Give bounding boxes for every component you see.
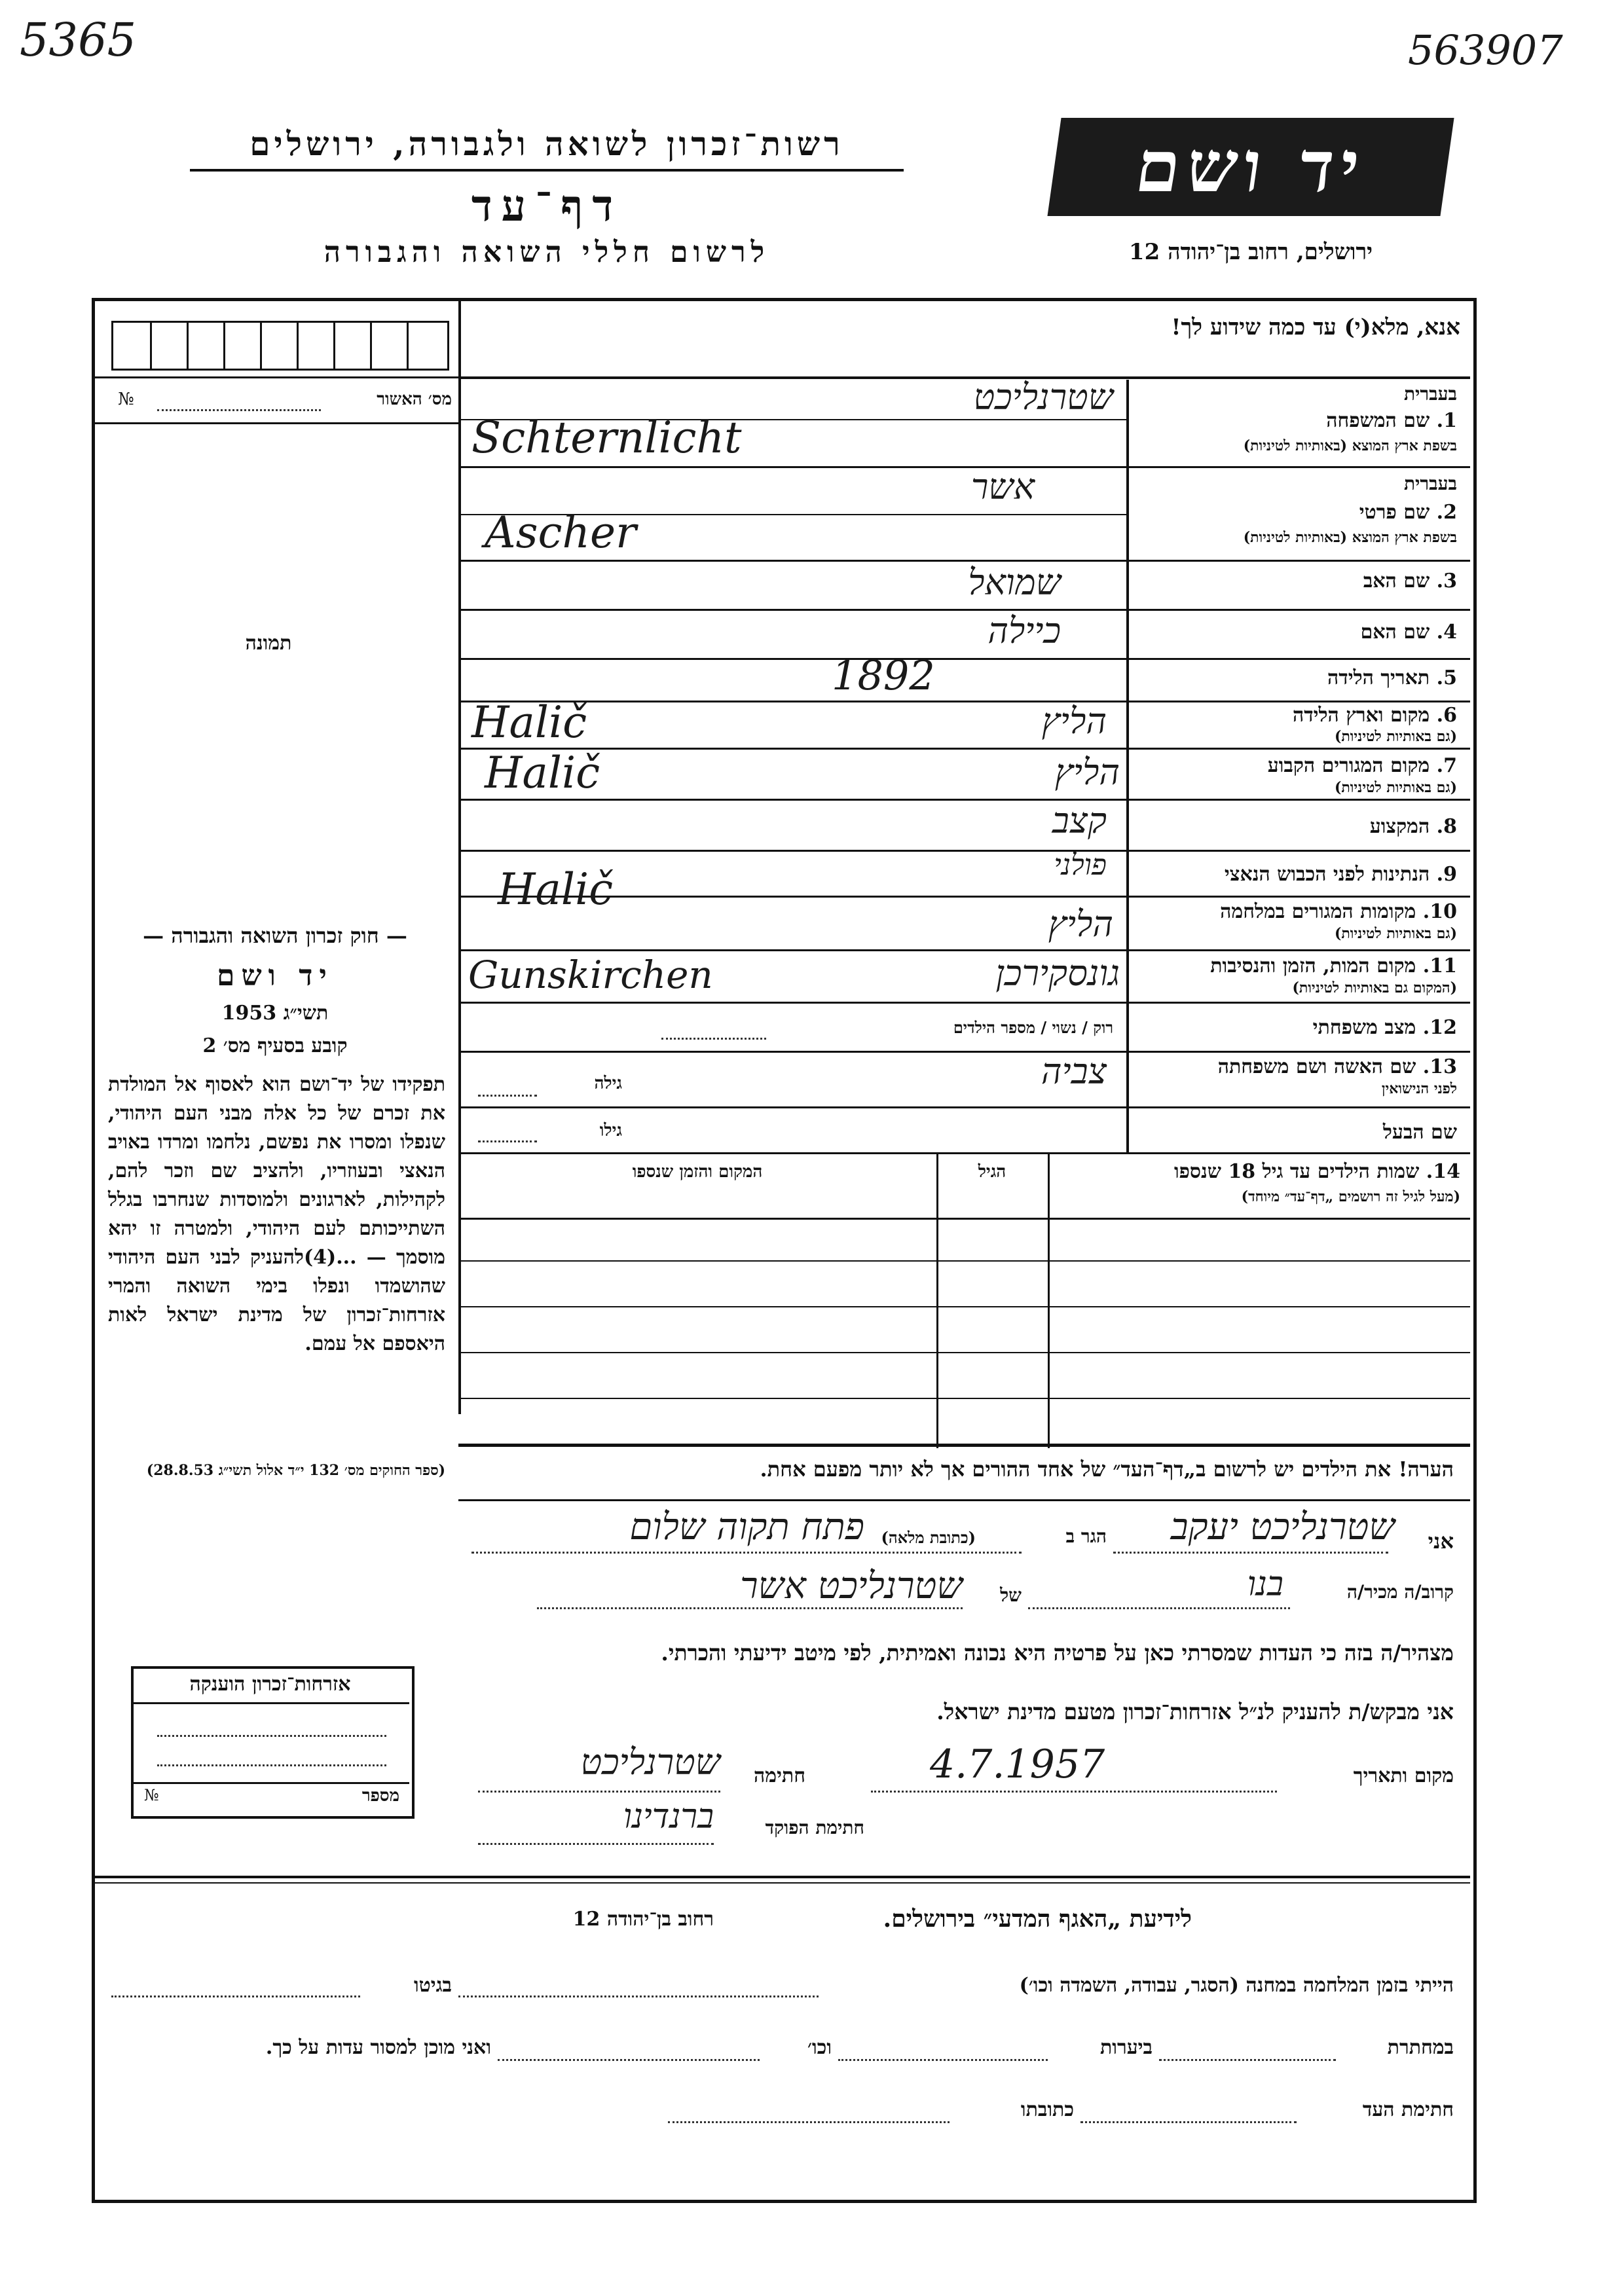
approval-label: מס׳ האשור xyxy=(377,390,452,409)
wife-age-label: גילה xyxy=(594,1074,622,1093)
residence-latin: Halič xyxy=(485,748,600,798)
info-address: רחוב בן־יהודה 12 xyxy=(572,1908,714,1931)
citizenship-number-sign: № xyxy=(144,1786,159,1804)
nationality: פולני xyxy=(1054,848,1107,882)
law-text: תפקידו של יד־ושם הוא לאסוף אל המולדת את זכרם של כל אלה מבני העם היהודי, שנפלו ומסרו את נפשם, נלחמו ומרדו באויב הנאצי ובעוזריו, ולהציב שם וזכר להם, לקהילות, לארגונים ולמוסדות שנחרבו בגלל השתייכותם לעם היהודי, ולמטרה זו יהא מוסמך — ...(4)להעניק לבני העם היהודי שהושמדו ונפלו בימי השואה והמרי אזרחות־זכרון של מדינת ישראל לאות היאספם אל עמם. xyxy=(108,1073,445,1355)
instruction: אנא, מלא(י) עד כמה שידוע לך! xyxy=(1171,314,1460,340)
field-6-label: 6. מקום וארץ הלידה xyxy=(1292,704,1457,727)
hebrew-label-2: בעברית xyxy=(1403,473,1457,494)
resides-label: הגר ב xyxy=(1065,1525,1107,1547)
birth-date: 1892 xyxy=(832,651,935,699)
wartime-residence-hebrew: הליץ xyxy=(1048,903,1113,945)
children-note: הערה! את הילדים יש לרשום ב„דף־העד״ של אחד ההורים אך לא יותר מפעם אחת. xyxy=(760,1457,1454,1482)
officer-signature-value: ברנדינו xyxy=(623,1797,714,1836)
of-label: של xyxy=(1000,1584,1022,1606)
field-10-sub: (גם באותיות לטיניות) xyxy=(1334,925,1457,942)
law-title: — חוק זכרון השואה והגבורה — xyxy=(143,923,407,948)
field-7-label: 7. מקום המגורים הקבוע xyxy=(1267,754,1457,777)
mother-name: כיילה xyxy=(987,610,1061,651)
field-1-sub: בשפת ארץ המוצא (באותיות לטיניות) xyxy=(1243,437,1457,454)
archive-number-right: 563907 xyxy=(1408,26,1563,74)
approval-no-sign: № xyxy=(118,390,134,409)
field-1-label: 1. שם המשפחה xyxy=(1326,409,1457,432)
first-name-hebrew: אשר xyxy=(970,466,1035,507)
info-line2-forests: ביערות xyxy=(1099,2036,1153,2059)
children-col-place: המקום והזמן שנספו xyxy=(632,1162,763,1182)
citizenship-box-title: אזרחות־זכרון הוענקה xyxy=(189,1673,351,1696)
death-place-hebrew: גונסקירכן xyxy=(995,953,1120,994)
wartime-residence-latin: Halič xyxy=(498,864,614,915)
info-line1-camp: הייתי בזמן המלחמה במחנה (הסגר, עבודה, השמדה וכו׳) xyxy=(1019,1974,1454,1997)
field-3-label: 3. שם האב xyxy=(1363,570,1457,592)
info-line2-underground: במחתרת xyxy=(1387,2036,1454,2059)
profession: קצב xyxy=(1052,800,1107,841)
info-title: לידיעת „האגף המדעי״ בירושלים. xyxy=(883,1905,1192,1933)
declaration-statement: מצהיר/ה בזה כי העדות שמסרתי כאן על פרטיה היא נכונה ואמיתית, לפי מיטב ידיעתי והכרתי. xyxy=(661,1640,1454,1666)
org-name: רשות־זכרון לשואה ולגבורה, ירושלים xyxy=(249,124,844,163)
field-2-sub: בשפת ארץ המוצא (באותיות לטיניות) xyxy=(1243,529,1457,546)
field-13-sub: לפני הנישואין xyxy=(1381,1080,1457,1097)
hebrew-label-1: בעברית xyxy=(1403,383,1457,405)
field-10-label: 10. מקומות המגורים במלחמה xyxy=(1220,900,1457,923)
field-5-label: 5. תאריך הלידה xyxy=(1327,666,1457,689)
marital-options: רוק / נשוי / מספר הילדים xyxy=(953,1018,1113,1037)
field-9-label: 9. הנתינות לפני הכבוש הנאצי xyxy=(1224,863,1457,886)
yad-vashem-logo: יד ושם xyxy=(1047,118,1454,216)
family-name-hebrew: שטרנליכט xyxy=(973,376,1113,418)
children-label: 14. שמות הילדים עד גיל 18 שנספו xyxy=(1173,1160,1460,1183)
info-line2-testify: ואני מוכן למסור עדות על כך. xyxy=(265,2036,491,2059)
officer-signature-label: חתימת הפוקד xyxy=(765,1817,864,1838)
husband-label: שם הבעל xyxy=(1382,1121,1457,1144)
law-name: יד ושם xyxy=(217,959,333,993)
law-year: תשי״ג 1953 xyxy=(221,1002,329,1025)
field-6-sub: (גם באותיות לטיניות) xyxy=(1334,728,1457,745)
witness-address-label: כתובתו xyxy=(1020,2098,1074,2121)
declarant-address: פתח תקוה שלום xyxy=(629,1506,864,1548)
husband-age-label: גילו xyxy=(599,1121,622,1140)
photo-label: תמונה xyxy=(245,632,292,655)
death-place-latin: Gunskirchen xyxy=(468,953,713,997)
place-date-label: מקום ותאריך xyxy=(1353,1764,1454,1787)
citizenship-number-label: מספר xyxy=(361,1786,399,1806)
field-4-label: 4. שם האם xyxy=(1360,621,1457,644)
field-8-label: 8. המקצוע xyxy=(1369,815,1457,838)
law-reference: (ספר החוקים מס׳ 132 י״ד אלול תשי״ג 28.8.53) xyxy=(146,1462,445,1479)
field-11-label: 11. מקום המות, הזמן והנסיבות xyxy=(1210,955,1457,977)
children-sub: (מעל לגיל זה רושמים „דף־עד״ מיוחד) xyxy=(1241,1188,1460,1205)
form-title: דף־עד xyxy=(471,180,623,231)
place-date-value: 4.7.1957 xyxy=(930,1741,1105,1787)
citizenship-request: אני מבקש/ת להעניק לנ״ל אזרחות־זכרון מטעם מדינת ישראל. xyxy=(936,1699,1454,1724)
children-col-age: הגיל xyxy=(978,1162,1006,1182)
form-subtitle: לרשום חללי השואה והגבורה xyxy=(323,236,770,269)
law-clause: קובע בסעיף מס׳ 2 xyxy=(202,1034,348,1057)
header-address: ירושלים, רחוב בן־יהודה 12 xyxy=(1128,239,1373,265)
father-name: שמואל xyxy=(968,562,1061,603)
wife-name: צביה xyxy=(1041,1051,1107,1092)
signature-label: חתימה xyxy=(754,1764,805,1787)
witness-signature-label: חתימת העד xyxy=(1362,2098,1454,2121)
info-line1-ghetto: בגיטו xyxy=(413,1974,452,1997)
relation-label: קרוב/ה מכיר/ה xyxy=(1346,1581,1454,1603)
signature-value: שטרנליכט xyxy=(580,1741,720,1783)
family-name-latin: Schternlicht xyxy=(471,412,742,463)
info-line2-etc: וכו׳ xyxy=(807,2036,832,2059)
residence-hebrew: הליץ xyxy=(1054,752,1120,793)
subject-name: שטרנליכט אשר xyxy=(740,1565,963,1607)
field-12-label: 12. מצב משפחתי xyxy=(1312,1016,1457,1039)
birth-place-hebrew: הליץ xyxy=(1041,701,1107,742)
field-7-sub: (גם באותיות לטיניות) xyxy=(1334,779,1457,796)
declarant-name: שטרנליכט יעקב xyxy=(1170,1506,1395,1548)
archive-number-left: 5365 xyxy=(20,13,137,67)
first-name-latin: Ascher xyxy=(485,507,637,558)
checkbox-strip xyxy=(111,321,449,371)
birth-place-latin: Halič xyxy=(471,697,587,748)
field-11-sub: (המקום גם באותיות לטיניות) xyxy=(1292,979,1457,996)
declarant-label: אני xyxy=(1428,1529,1454,1554)
field-2-label: 2. שם פרטי xyxy=(1359,501,1457,524)
address-hint: (כתובת מלאה) xyxy=(881,1528,976,1547)
relation-value: בנו xyxy=(1247,1565,1283,1604)
field-13-label: 13. שם האשה ושם משפחתה xyxy=(1217,1055,1457,1078)
